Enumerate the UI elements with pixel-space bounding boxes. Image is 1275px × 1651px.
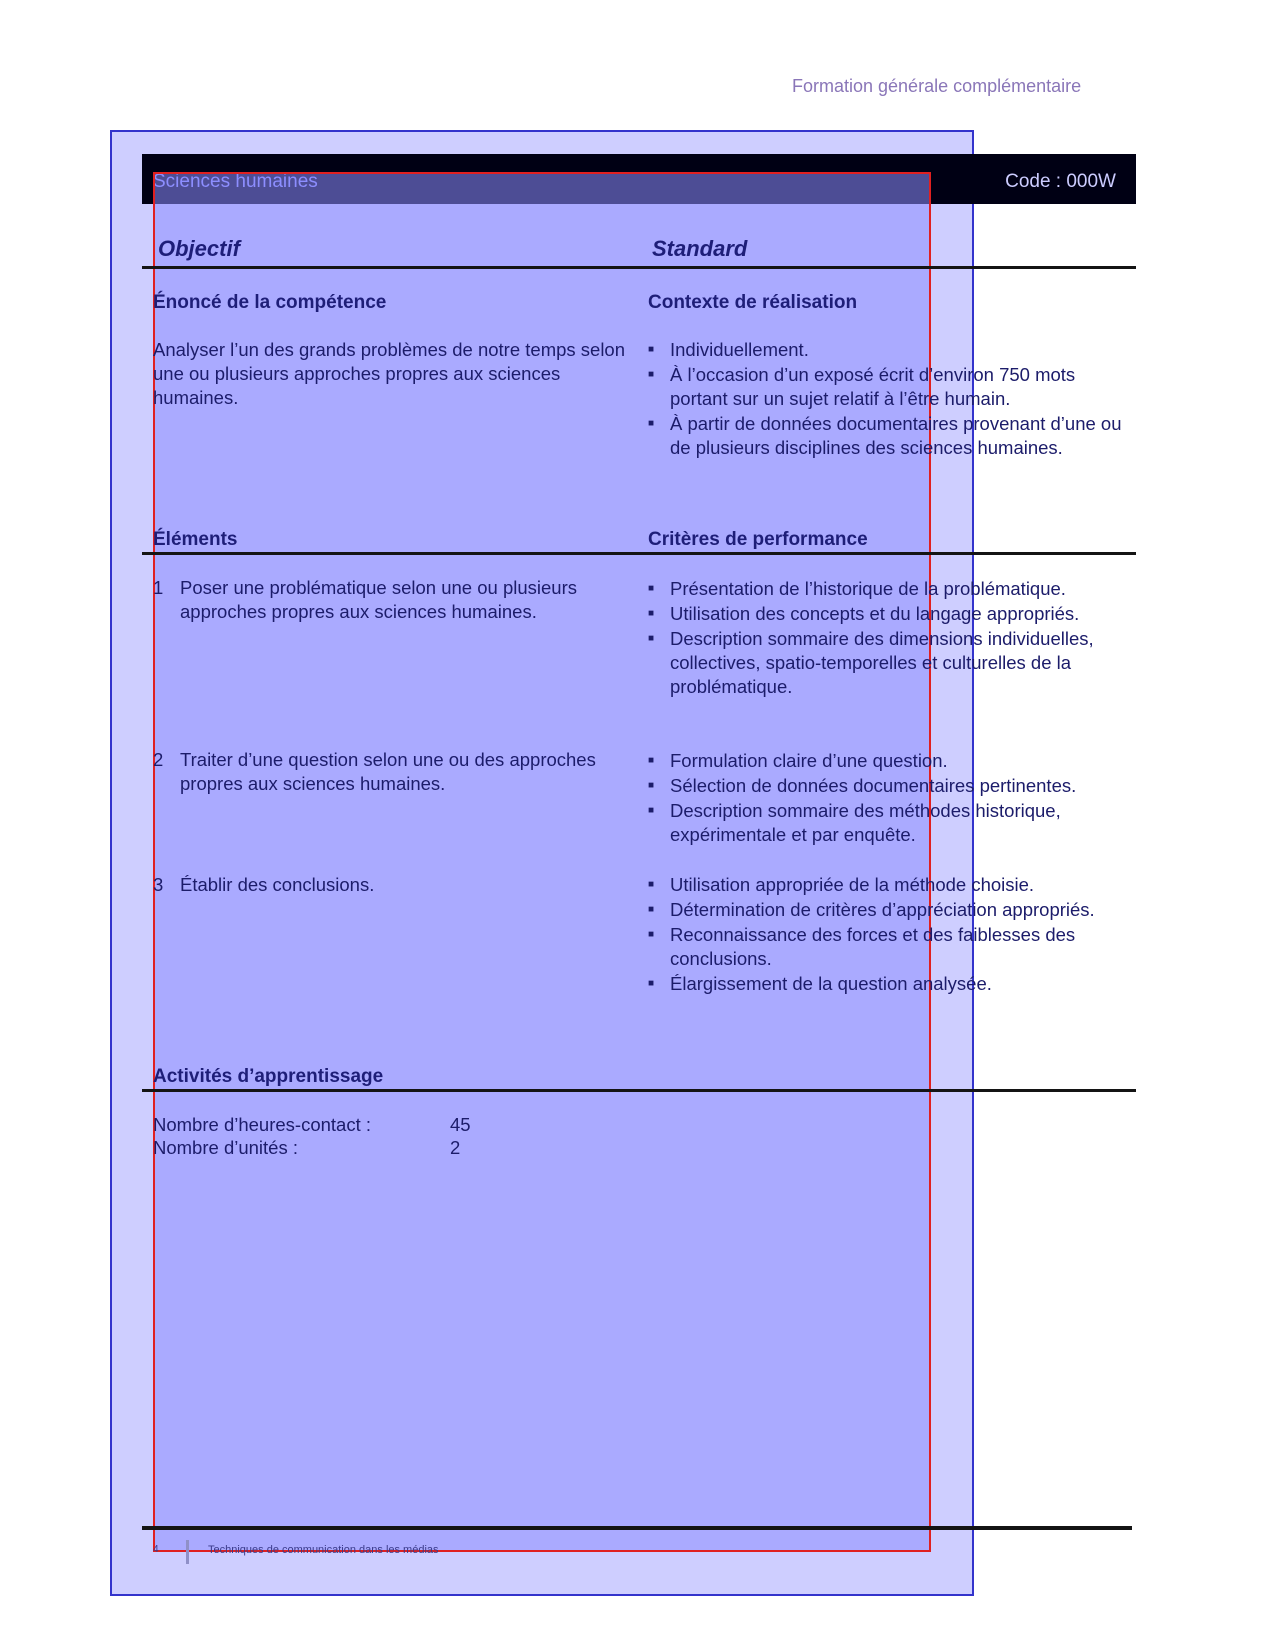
critere-item: ■ Élargissement de la question analysée. [648, 972, 1128, 996]
critere-item: ■ Description sommaire des méthodes historique, expérimentale et par enquête. [648, 799, 1128, 847]
element-item [153, 576, 633, 624]
critere-item: ■ Formulation claire d’une question. [648, 749, 1128, 773]
element-item [153, 748, 633, 796]
element-item [153, 873, 633, 897]
competence-text: Analyser l’un des grands problèmes de notre temps selon une ou plusieurs approches propres aux sciences humaines. [153, 339, 626, 408]
course-code: Code : 000W [1005, 171, 1116, 192]
footer-divider [142, 1526, 1132, 1530]
contexte-item: ■ À l’occasion d’un exposé écrit d’environ 750 mots portant sur un sujet relatif à l’être humain. [648, 363, 1128, 411]
page-number: 4 [153, 1544, 159, 1555]
hours-label: Nombre d’heures-contact : [153, 1114, 371, 1135]
critere-item: ■ Description sommaire des dimensions individuelles, collectives, spatio-temporelles et culturelles de la problématique. [648, 627, 1128, 699]
element-text: Poser une problématique selon une ou plusieurs approches propres aux sciences humaines. [180, 577, 577, 622]
units-label: Nombre d’unités : [153, 1137, 298, 1158]
standard-heading: Standard [652, 236, 748, 261]
criteres-list [648, 873, 1128, 997]
critere-item: ■ Présentation de l’historique de la problématique. [648, 577, 1128, 601]
element-number: 1 [153, 577, 164, 598]
criteres-heading: Critères de performance [648, 529, 868, 550]
element-number: 2 [153, 749, 164, 770]
critere-item: ■ Sélection de données documentaires pertinentes. [648, 774, 1128, 798]
element-text: Traiter d’une question selon une ou des approches propres aux sciences humaines. [180, 749, 596, 794]
critere-item: ■ Détermination de critères d’appréciation appropriés. [648, 898, 1128, 922]
competence-heading: Énoncé de la compétence [153, 292, 387, 313]
divider [142, 1089, 1136, 1092]
contexte-heading: Contexte de réalisation [648, 292, 858, 313]
contexte-list [648, 338, 1128, 461]
footer-program: Techniques de communication dans les médias [208, 1544, 439, 1556]
critere-item: ■ Utilisation appropriée de la méthode choisie. [648, 873, 1128, 897]
criteres-list [648, 577, 1128, 700]
criteres-list [648, 749, 1128, 848]
hours-value: 45 [450, 1114, 471, 1135]
footer-separator [186, 1540, 189, 1564]
activites-heading: Activités d’apprentissage [153, 1066, 384, 1087]
element-text: Établir des conclusions. [180, 874, 375, 895]
critere-item: ■ Reconnaissance des forces et des faiblesses des conclusions. [648, 923, 1128, 971]
critere-item: ■ Utilisation des concepts et du langage appropriés. [648, 602, 1128, 626]
element-number: 3 [153, 874, 164, 895]
objectif-heading: Objectif [158, 236, 240, 261]
units-value: 2 [450, 1137, 461, 1158]
contexte-item: ■ Individuellement. [648, 338, 1128, 362]
divider [142, 266, 1136, 269]
divider [142, 552, 1136, 555]
program-label: Formation générale complémentaire [792, 76, 1082, 96]
elements-heading: Éléments [153, 529, 238, 550]
contexte-item: ■ À partir de données documentaires provenant d’une ou de plusieurs disciplines des sciences humaines. [648, 412, 1128, 460]
